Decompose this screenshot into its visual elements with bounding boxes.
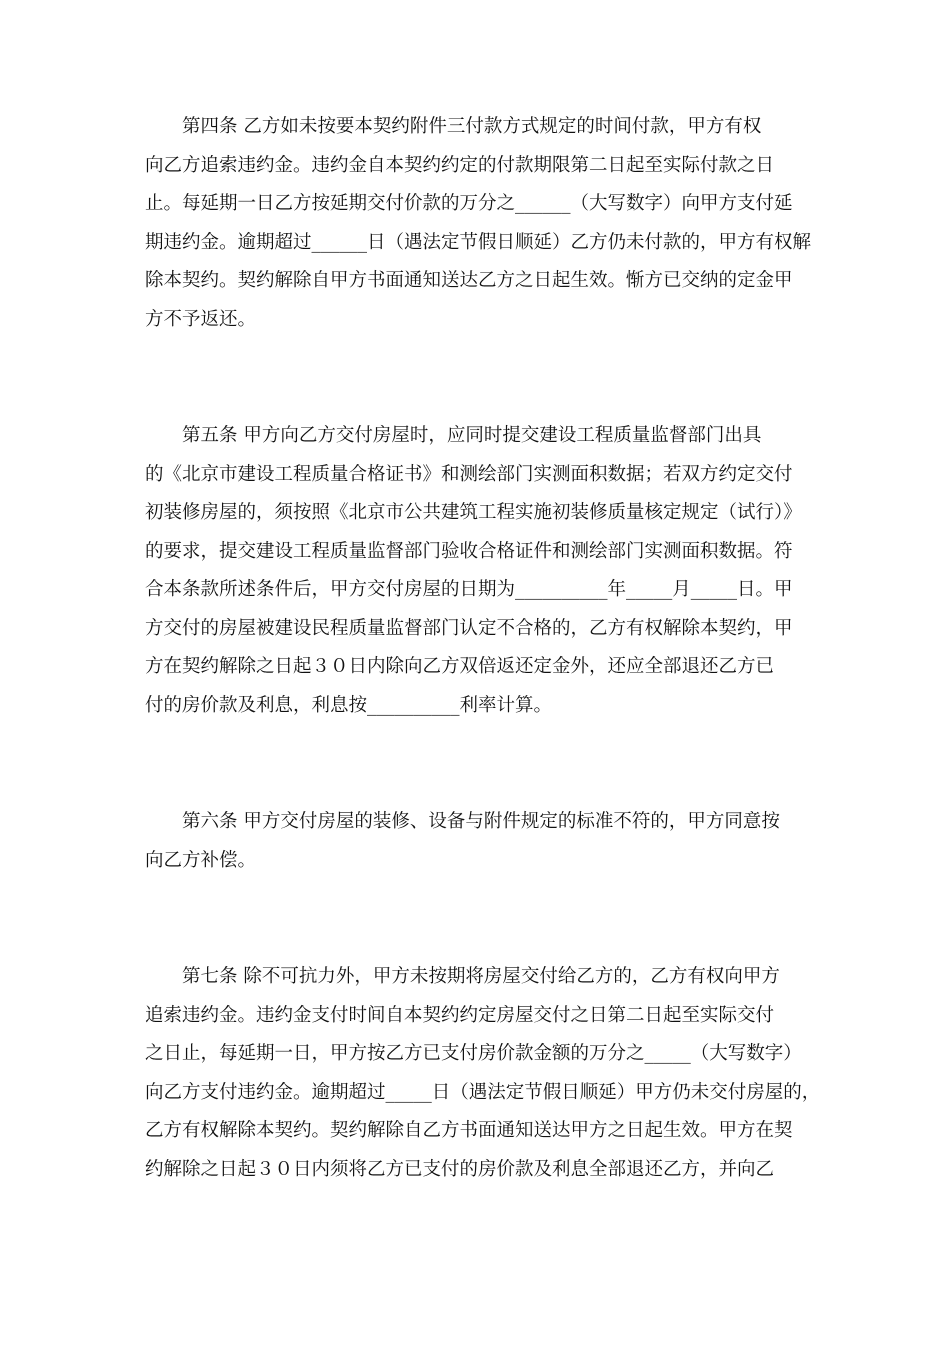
article-line: 付的房价款及利息，利息按__________利率计算。: [145, 694, 553, 716]
article-line: 第四条 乙方如未按要本契约附件三付款方式规定的时间付款，甲方有权: [182, 116, 762, 137]
article-line: 的要求，提交建设工程质量监督部门验收合格证件和测绘部门实测面积数据。符: [145, 540, 793, 562]
article-line: 的《北京市建设工程质量合格证书》和测绘部门实测面积数据；若双方约定交付: [145, 463, 793, 485]
article-line: 方不予返还。: [145, 308, 257, 330]
article-line: 合本条款所述条件后，甲方交付房屋的日期为__________年_____月_____日。甲: [145, 579, 793, 600]
article-line: 除本契约。契约解除自甲方书面通知送达乙方之日起生效。惭方已交纳的定金甲: [145, 270, 793, 291]
article-6: [145, 803, 811, 880]
article-line: 向乙方支付违约金。逾期超过_____日（遇法定节假日顺延）甲方仍未交付房屋的，: [145, 1081, 821, 1103]
article-line: 方交付的房屋被建设民程质量监督部门认定不合格的，乙方有权解除本契约，甲: [145, 617, 793, 639]
article-line: 约解除之日起３０日内须将乙方已支付的房价款及利息全部退还乙方，并向乙: [145, 1158, 775, 1180]
article-5: [145, 417, 811, 725]
article-line: 向乙方补偿。: [145, 849, 257, 871]
article-line: 乙方有权解除本契约。契约解除自乙方书面通知送达甲方之日起生效。甲方在契: [145, 1120, 793, 1141]
article-7: [145, 958, 821, 1189]
article-line: 第七条 除不可抗力外，甲方未按期将房屋交付给乙方的，乙方有权向甲方: [182, 966, 780, 987]
article-4: [145, 108, 811, 339]
article-line: 第五条 甲方向乙方交付房屋时，应同时提交建设工程质量监督部门出具: [182, 425, 762, 446]
article-line: 向乙方追索违约金。违约金自本契约约定的付款期限第二日起至实际付款之日: [145, 154, 775, 176]
article-line: 方在契约解除之日起３０日内除向乙方双倍返还定金外，还应全部退还乙方已: [145, 656, 775, 677]
article-line: 期违约金。逾期超过______日（遇法定节假日顺延）乙方仍未付款的，甲方有权解: [145, 231, 812, 253]
article-line: 之日止，每延期一日，甲方按乙方已支付房价款金额的万分之_____（大写数字）: [145, 1043, 802, 1064]
article-line: 追索违约金。违约金支付时间自本契约约定房屋交付之日第二日起至实际交付: [145, 1004, 775, 1026]
article-line: 第六条 甲方交付房屋的装修、设备与附件规定的标准不符的，甲方同意按: [182, 811, 780, 832]
article-line: 初装修房屋的，须按照《北京市公共建筑工程实施初装修质量核定规定（试行）》: [145, 502, 802, 523]
article-line: 止。每延期一日乙方按延期交付价款的万分之______（大写数字）向甲方支付延: [145, 193, 793, 214]
